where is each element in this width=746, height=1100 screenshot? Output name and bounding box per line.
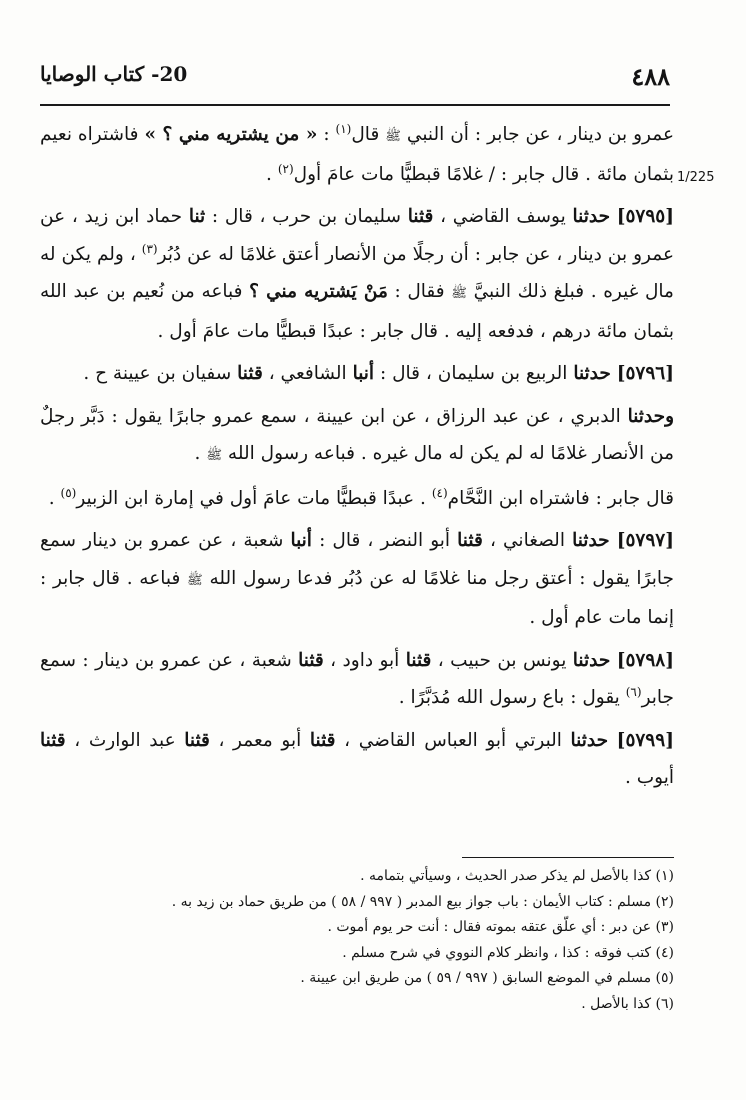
- narration-term: حدثنا: [573, 363, 611, 384]
- narration-term: ثنا: [188, 206, 206, 227]
- hadith-5796-second-chain: وحدثنا الدبري ، عن عبد الرزاق ، عن ابن عيينة ، سمع عمرو جابرًا يقول : دَبَّر رجلٌ من الأنصار غلامًا له لم يكن له مال غيره . فباعه رسول الله ﷺ .: [40, 405, 675, 464]
- narration-term: حدثنا: [572, 206, 610, 227]
- paragraph-intro: عمرو بن دينار ، عن جابر : أن النبي ﷺ قال$^{(١)}$ : « من يشتريه مني ؟ » فاشتراه نعيم بثمان مائة . قال جابر : / غلامًا قبطيًّا مات عامَ أول$^{(٢)}$ .: [40, 121, 674, 185]
- narration-term: قثنا: [298, 649, 324, 671]
- footnote-ref: (٤): [431, 485, 448, 500]
- footnote-ref: (١): [335, 121, 352, 136]
- hadith-number: [٥٧٩٧]: [616, 530, 674, 551]
- salla-allah-glyph: ﷺ: [206, 448, 223, 463]
- salla-allah-glyph: ﷺ: [385, 129, 401, 144]
- hadith-5799: [٥٧٩٩] حدثنا البرتي أبو العباس القاضي ، قثنا أبو معمر ، قثنا عبد الوارث ، قثنا أيوب .: [40, 729, 674, 788]
- footnote-ref: (٥): [60, 485, 77, 500]
- footnote-ref: (٣): [141, 241, 158, 256]
- narration-term: قثنا: [40, 729, 66, 751]
- narration-term: أنبا: [290, 530, 312, 551]
- narration-term: قثنا: [407, 206, 434, 227]
- header-divider: [40, 104, 670, 106]
- chapter-title: 20- كتاب الوصايا: [40, 62, 188, 86]
- footnote-2: (٢) مسلم : كتاب الأيمان : باب جواز بيع المدبر ( ٩٩٧ / ٥٨ ) من طريق حماد بن زيد به .: [171, 893, 674, 910]
- prophetic-quote: مَنْ يَشتريه مني ؟: [249, 281, 388, 302]
- footnote-ref: (٢): [277, 161, 294, 176]
- hadith-5796: [٥٧٩٦] حدثنا الربيع بن سليمان ، قال : أنبا الشافعي ، قثنا سفيان بن عيينة ح .: [83, 363, 674, 384]
- main-text: [40, 116, 674, 797]
- margin-page-reference: 1/225: [677, 170, 715, 185]
- narration-term: قثنا: [309, 729, 336, 751]
- narration-term: حدثنا: [570, 729, 609, 751]
- prophetic-quote: « من يشتريه مني ؟ »: [144, 124, 318, 145]
- salla-allah-glyph: ﷺ: [187, 572, 203, 588]
- hadith-number: [٥٧٩٦]: [616, 363, 674, 384]
- page-number: ٤٨٨: [631, 62, 670, 91]
- hadith-5798: [٥٧٩٨] حدثنا يونس بن حبيب ، قثنا أبو داود ، قثنا شعبة ، عن عمرو بن دينار : سمع جابر$^{(٦)}$ يقول : باع رسول الله مُدَبَّرًا .: [40, 649, 674, 708]
- narration-term: قثنا: [457, 530, 483, 551]
- narration-term: حدثنا: [572, 530, 610, 551]
- footnote-4: (٤) كتب فوقه : كذا ، وانظر كلام النووي في شرح مسلم .: [342, 944, 674, 961]
- narration-term: قثنا: [405, 649, 432, 671]
- salla-allah-glyph: ﷺ: [451, 286, 467, 301]
- narration-term: وحدثنا: [627, 405, 675, 427]
- footnote-3: (٣) عن دبر : أي علّق عتقه بموته فقال : أنت حر يوم أموت .: [327, 919, 674, 935]
- footnote-ref: (٦): [625, 684, 642, 699]
- narration-term: قثنا: [184, 729, 210, 751]
- footnote-6: (٦) كذا بالأصل .: [581, 995, 674, 1012]
- hadith-5796-jabir-statement: قال جابر : فاشتراه ابن النَّحَّام$^{(٤)}$ . عبدًا قبطيًّا مات عامَ أول في إمارة ابن الزبير$^{(٥)}$ .: [48, 485, 674, 509]
- hadith-number: [٥٧٩٨]: [616, 649, 674, 671]
- running-header: [40, 62, 670, 96]
- footnote-5: (٥) مسلم في الموضع السابق ( ٩٩٧ / ٥٩ ) من طريق ابن عيينة .: [300, 970, 674, 986]
- hadith-number: [٥٧٩٩]: [616, 729, 674, 751]
- narration-term: قثنا: [237, 363, 263, 384]
- narration-term: أنبا: [352, 363, 375, 384]
- footnotes: [40, 864, 674, 1017]
- footnote-divider: [462, 857, 674, 858]
- hadith-5797: [٥٧٩٧] حدثنا الصغاني ، قثنا أبو النضر ، قال : أنبا شعبة ، عن عمرو بن دينار سمع جابرًا يقول : أعتق رجل منا غلامًا له عن دُبُر فدعا رسول الله ﷺ فباعه . قال جابر : إنما مات عام أول .: [40, 530, 674, 628]
- hadith-number: [٥٧٩٥]: [616, 206, 674, 227]
- footnote-1: (١) كذا بالأصل لم يذكر صدر الحديث ، وسيأتي بتمامه .: [360, 868, 674, 884]
- hadith-5795: [٥٧٩٥] حدثنا يوسف القاضي ، قثنا سليمان بن حرب ، قال : ثنا حماد ابن زيد ، عن عمرو بن دينار ، عن جابر : أن رجلًا من الأنصار أعتق غلامًا له عن دُبُر$^{(٣)}$ ، ولم يكن له مال غيره . فبلغ ذلك النبيَّ ﷺ فقال : مَنْ يَشتريه مني ؟ فباعه من نُعيم بن عبد الله بثمان مائة درهم ، فدفعه إليه . قال جابر : عبدًا قبطيًّا مات عامَ أول .: [40, 206, 674, 342]
- narration-term: حدثنا: [572, 649, 611, 671]
